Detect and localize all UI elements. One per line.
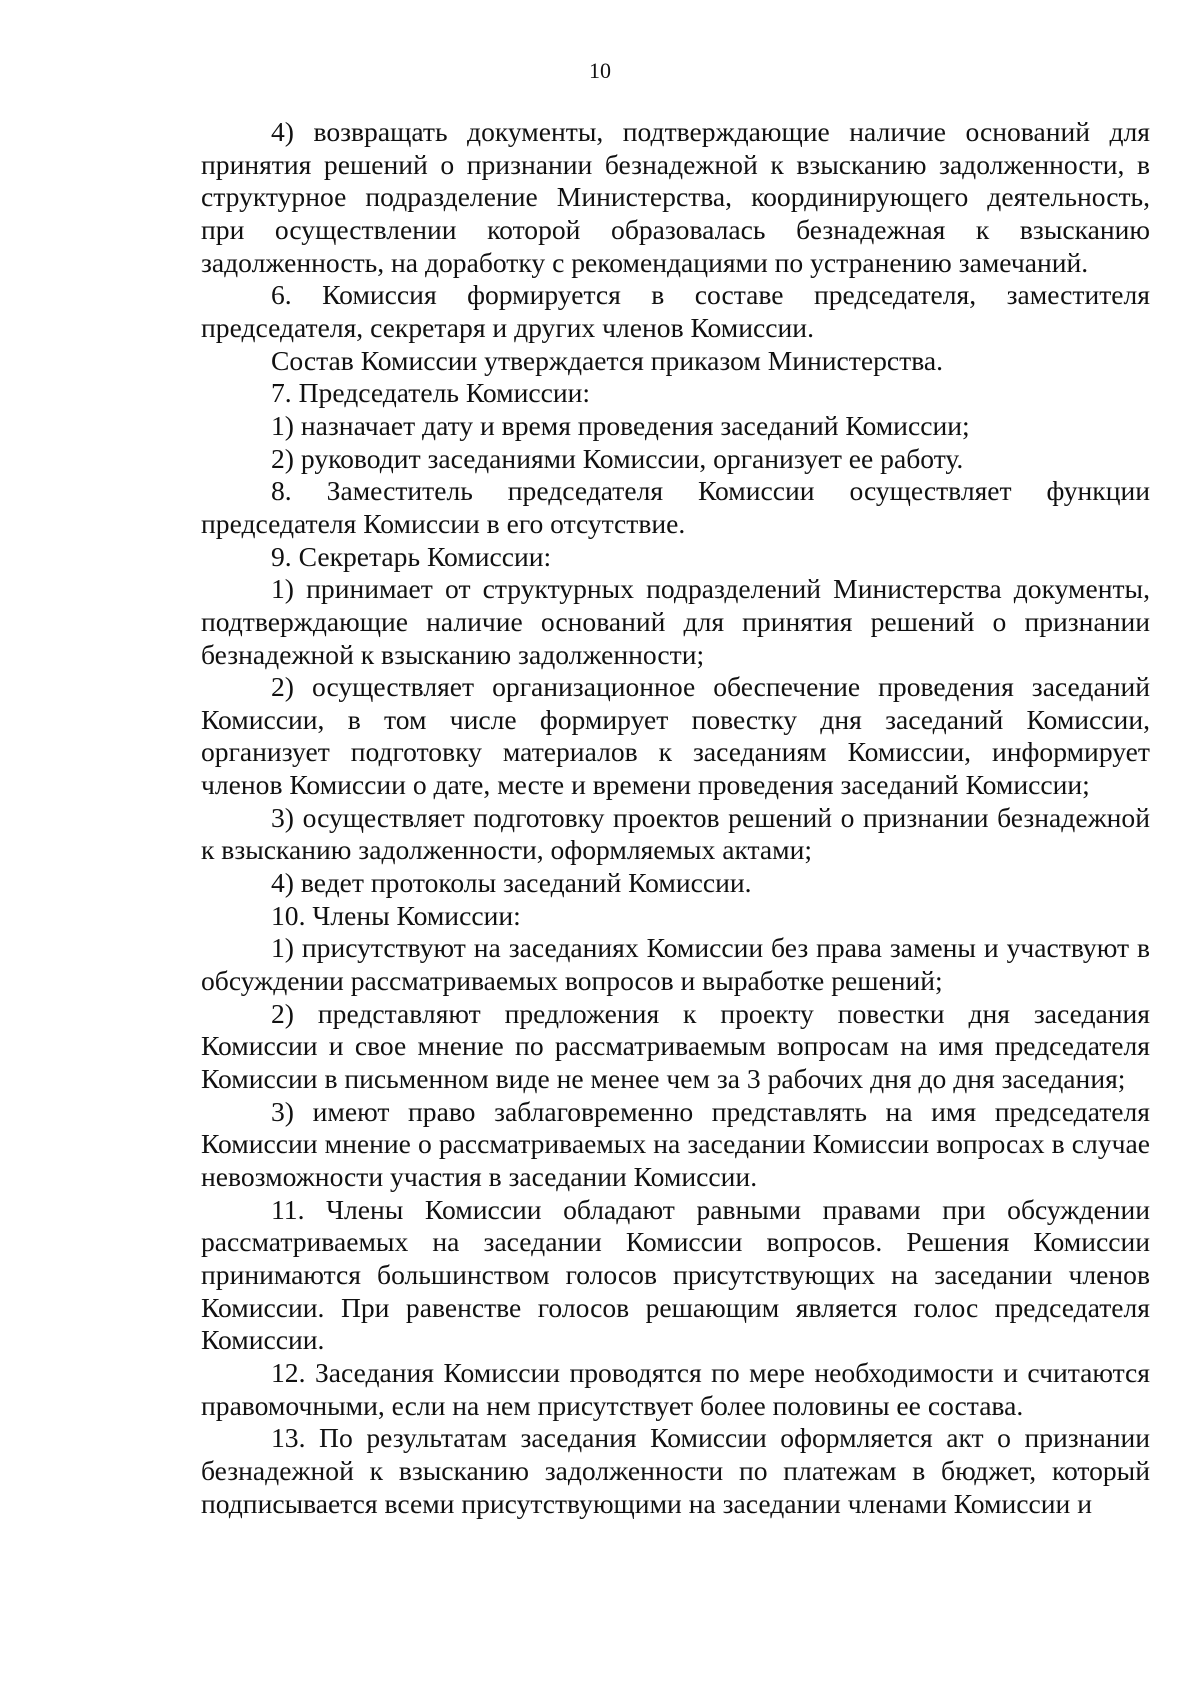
- paragraph-8-deputy: 8. Заместитель председателя Комиссии осуществляет функции председателя Комиссии в его отсутствие.: [201, 475, 1150, 539]
- paragraph-9-secretary: 9. Секретарь Комиссии:: [271, 540, 552, 572]
- paragraph-7-chairman: 7. Председатель Комиссии:: [271, 377, 591, 409]
- paragraph-members-item-1: 1) присутствуют на заседаниях Комиссии без права замены и участвуют в обсуждении рассматриваемых вопросов и выработке решений;: [201, 932, 1150, 997]
- paragraph-secretary-item-2: 2) осуществляет организационное обеспечение проведения заседаний Комиссии, в том числе формирует повестку дня заседаний Комиссии, организует подготовку материалов к заседаниям Комиссии, информирует членов Комиссии о дате, месте и времени проведения заседаний Комиссии;: [201, 671, 1150, 801]
- paragraph-6-composition: 6. Комиссия формируется в составе председателя, заместителя председателя, секретаря и других членов Комиссии.: [201, 279, 1150, 343]
- paragraph-members-item-2: 2) представляют предложения к проекту повестки дня заседания Комиссии и свое мнение по рассматриваемым вопросам на имя председателя Комиссии в письменном виде не менее чем за 3 рабочих дня до дня заседания;: [201, 997, 1150, 1095]
- paragraph-item-4-return-documents: 4) возвращать документы, подтверждающие наличие оснований для принятия решений о признании безнадежной к взысканию задолженности, в структурное подразделение Министерства, координирующего деятельность, при осуществлении которой образовалась безнадежная к взысканию задолженность, на доработку с рекомендациями по устранению замечаний.: [201, 116, 1150, 278]
- paragraph-composition-approval: Состав Комиссии утверждается приказом Министерства.: [271, 344, 944, 376]
- paragraph-secretary-item-1: 1) принимает от структурных подразделений Министерства документы, подтверждающие наличие оснований для принятия решений о признании безнадежной к взысканию задолженности;: [201, 573, 1150, 670]
- paragraph-chairman-item-1: 1) назначает дату и время проведения заседаний Комиссии;: [271, 409, 970, 441]
- paragraph-12-meetings: 12. Заседания Комиссии проводятся по мере необходимости и считаются правомочными, если на нем присутствует более половины ее состава.: [201, 1356, 1150, 1421]
- paragraph-13-results: 13. По результатам заседания Комиссии оформляется акт о признании безнадежной к взысканию задолженности по платежам в бюджет, который подписывается всеми присутствующими на заседании членами Комиссии и: [201, 1422, 1150, 1519]
- paragraph-11-equal-rights: 11. Члены Комиссии обладают равными правами при обсуждении рассматриваемых на заседании Комиссии вопросов. Решения Комиссии принимаются большинством голосов присутствующих на заседании членов Комиссии. При равенстве голосов решающим является голос председателя Комиссии.: [201, 1193, 1150, 1356]
- document-body: [201, 116, 1150, 1520]
- paragraph-secretary-item-3: 3) осуществляет подготовку проектов решений о признании безнадежной к взысканию задолженности, оформляемых актами;: [201, 801, 1150, 866]
- paragraph-10-members: 10. Члены Комиссии:: [271, 899, 521, 931]
- paragraph-chairman-item-2: 2) руководит заседаниями Комиссии, организует ее работу.: [271, 442, 964, 474]
- page-number: 10: [589, 58, 611, 83]
- paragraph-secretary-item-4: 4) ведет протоколы заседаний Комиссии.: [271, 867, 752, 899]
- paragraph-members-item-3: 3) имеют право заблаговременно представлять на имя председателя Комиссии мнение о рассматриваемых на заседании Комиссии вопросах в случае невозможности участия в заседании Комиссии.: [201, 1095, 1150, 1192]
